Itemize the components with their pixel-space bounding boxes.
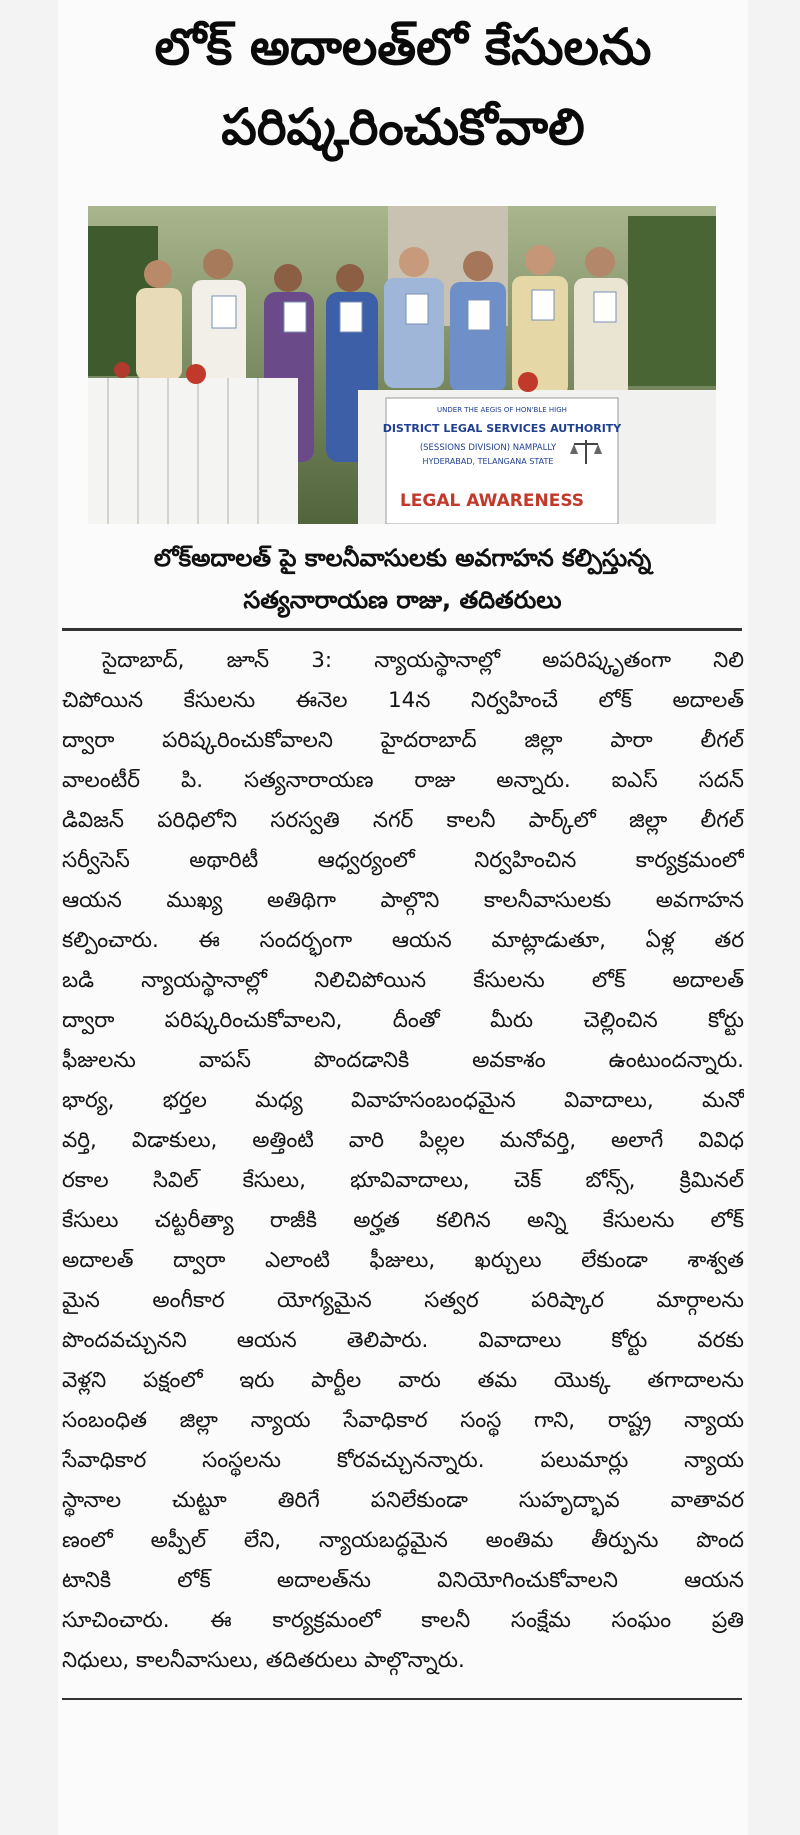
article-line: అదాలత్ ద్వారా ఎలాంటి ఫీజులు, ఖర్చులు లేకుండా శాశ్వత xyxy=(62,1248,744,1273)
article-line: చిపోయిన కేసులను ఈనెల 14న నిర్వహించే లోక్ అదాలత్ xyxy=(62,688,744,713)
article-line: ద్వారా పరిష్కరించుకోవాలని హైదరాబాద్ జిల్లా పారా లీగల్ xyxy=(62,728,744,753)
article-line: సర్వీసెస్ అథారిటీ ఆధ్వర్యంలో నిర్వహించిన కార్యక్రమంలో xyxy=(62,848,744,873)
article-line: వర్తి, విడాకులు, అత్తింటి వారి పిల్లల మనోవర్తి, అలాగే వివిధ xyxy=(62,1128,744,1153)
article-line: స్థానాల చుట్టూ తిరిగే పనిలేకుండా సుహృద్భావ వాతావర xyxy=(62,1488,744,1513)
banner-line-1: UNDER THE AEGIS OF HON'BLE HIGH xyxy=(437,406,567,414)
headline-line-1: లోక్ అదాలత్‌లో కేసులను xyxy=(154,18,652,76)
article-line: ఆయన ముఖ్య అతిథిగా పాల్గొని కాలనీవాసులకు అవగాహన xyxy=(62,888,744,913)
article-line: సూచించారు. ఈ కార్యక్రమంలో కాలనీ సంక్షేమ సంఘం ప్రతి xyxy=(62,1608,744,1633)
article-line: ఫీజులను వాపస్ పొందడానికి అవకాశం ఉంటుందన్నారు. xyxy=(62,1048,744,1073)
event-photo xyxy=(88,206,716,524)
photo-caption-line-2: సత్యనారాయణ రాజు, తదితరులు xyxy=(243,586,562,614)
article-line: టానికి లోక్ అదాలత్‌ను వినియోగించుకోవాలని ఆయన xyxy=(62,1568,744,1593)
article-line: భార్య, భర్తల మధ్య వివాహసంబంధమైన వివాదాలు, మనో xyxy=(62,1088,744,1113)
foliage-right xyxy=(628,216,716,386)
article-line: సైదాబాద్, జూన్ 3: న్యాయస్థానాల్లో అపరిష్కృతంగా నిలి xyxy=(102,648,744,673)
article-line: సేవాధికార సంస్థలను కోరవచ్చునన్నారు. పలుమార్లు న్యాయ xyxy=(62,1448,744,1473)
article-line: బడి న్యాయస్థానాల్లో నిలిచిపోయిన కేసులను లోక్ అదాలత్ xyxy=(62,968,744,993)
next-article-headline-fragment xyxy=(62,1805,744,1835)
article-line: ణంలో అప్పీల్ లేని, న్యాయబద్ధమైన అంతిమ తీర్పును పొంద xyxy=(62,1528,744,1553)
article-line: మైన అంగీకార యోగ్యమైన సత్వర పరిష్కార మార్గాలను xyxy=(62,1288,744,1313)
article-line: సంబంధిత జిల్లా న్యాయ సేవాధికార సంస్థ గాని, రాష్ట్ర న్యాయ xyxy=(62,1408,744,1433)
table-left xyxy=(88,378,298,524)
article-line: ద్వారా పరిష్కరించుకోవాలని, దీంతో మీరు చెల్లించిన కోర్టు xyxy=(62,1008,744,1033)
article-end-divider xyxy=(62,1698,742,1700)
article-line: కేసులు చట్టరీత్యా రాజీకి అర్హత కలిగిన అన్ని కేసులను లోక్ xyxy=(62,1208,744,1233)
article-line: కల్పించారు. ఈ సందర్భంగా ఆయన మాట్లాడుతూ, ఏళ్ల తర xyxy=(62,928,744,953)
flower-pot xyxy=(186,364,206,384)
headline-line-2: పరిష్కరించుకోవాలి xyxy=(221,98,585,156)
article-line: రకాల సివిల్ కేసులు, భూవివాదాలు, చెక్ బోన్స్, క్రిమినల్ xyxy=(62,1168,744,1193)
caption-divider xyxy=(62,628,742,631)
banner-line-4: HYDERABAD, TELANGANA STATE xyxy=(422,457,554,466)
banner-line-3: (SESSIONS DIVISION) NAMPALLY xyxy=(419,443,557,453)
article-line: వాలంటీర్ పి. సత్యనారాయణ రాజు అన్నారు. ఐఎస్ సదన్ xyxy=(62,768,744,793)
article-line: వెళ్లని పక్షంలో ఇరు పార్టీల వారు తమ యొక్క తగాదాలను xyxy=(62,1368,744,1393)
article-line: పొందవచ్చునని ఆయన తెలిపారు. వివాదాలు కోర్టు వరకు xyxy=(62,1328,744,1353)
banner-title: DISTRICT LEGAL SERVICES AUTHORITY xyxy=(382,422,622,435)
article-line: నిధులు, కాలనీవాసులు, తదితరులు పాల్గొన్నారు. xyxy=(62,1648,465,1673)
banner-footer: LEGAL AWARENESS xyxy=(399,491,585,511)
photo-caption-line-1: లోక్‌అదాలత్ పై కాలనీవాసులకు అవగాహన కల్పిస్తున్న xyxy=(153,544,652,572)
article-line: డివిజన్ పరిధిలోని సరస్వతి నగర్ కాలనీ పార్క్‌లో జిల్లా లీగల్ xyxy=(62,808,744,833)
